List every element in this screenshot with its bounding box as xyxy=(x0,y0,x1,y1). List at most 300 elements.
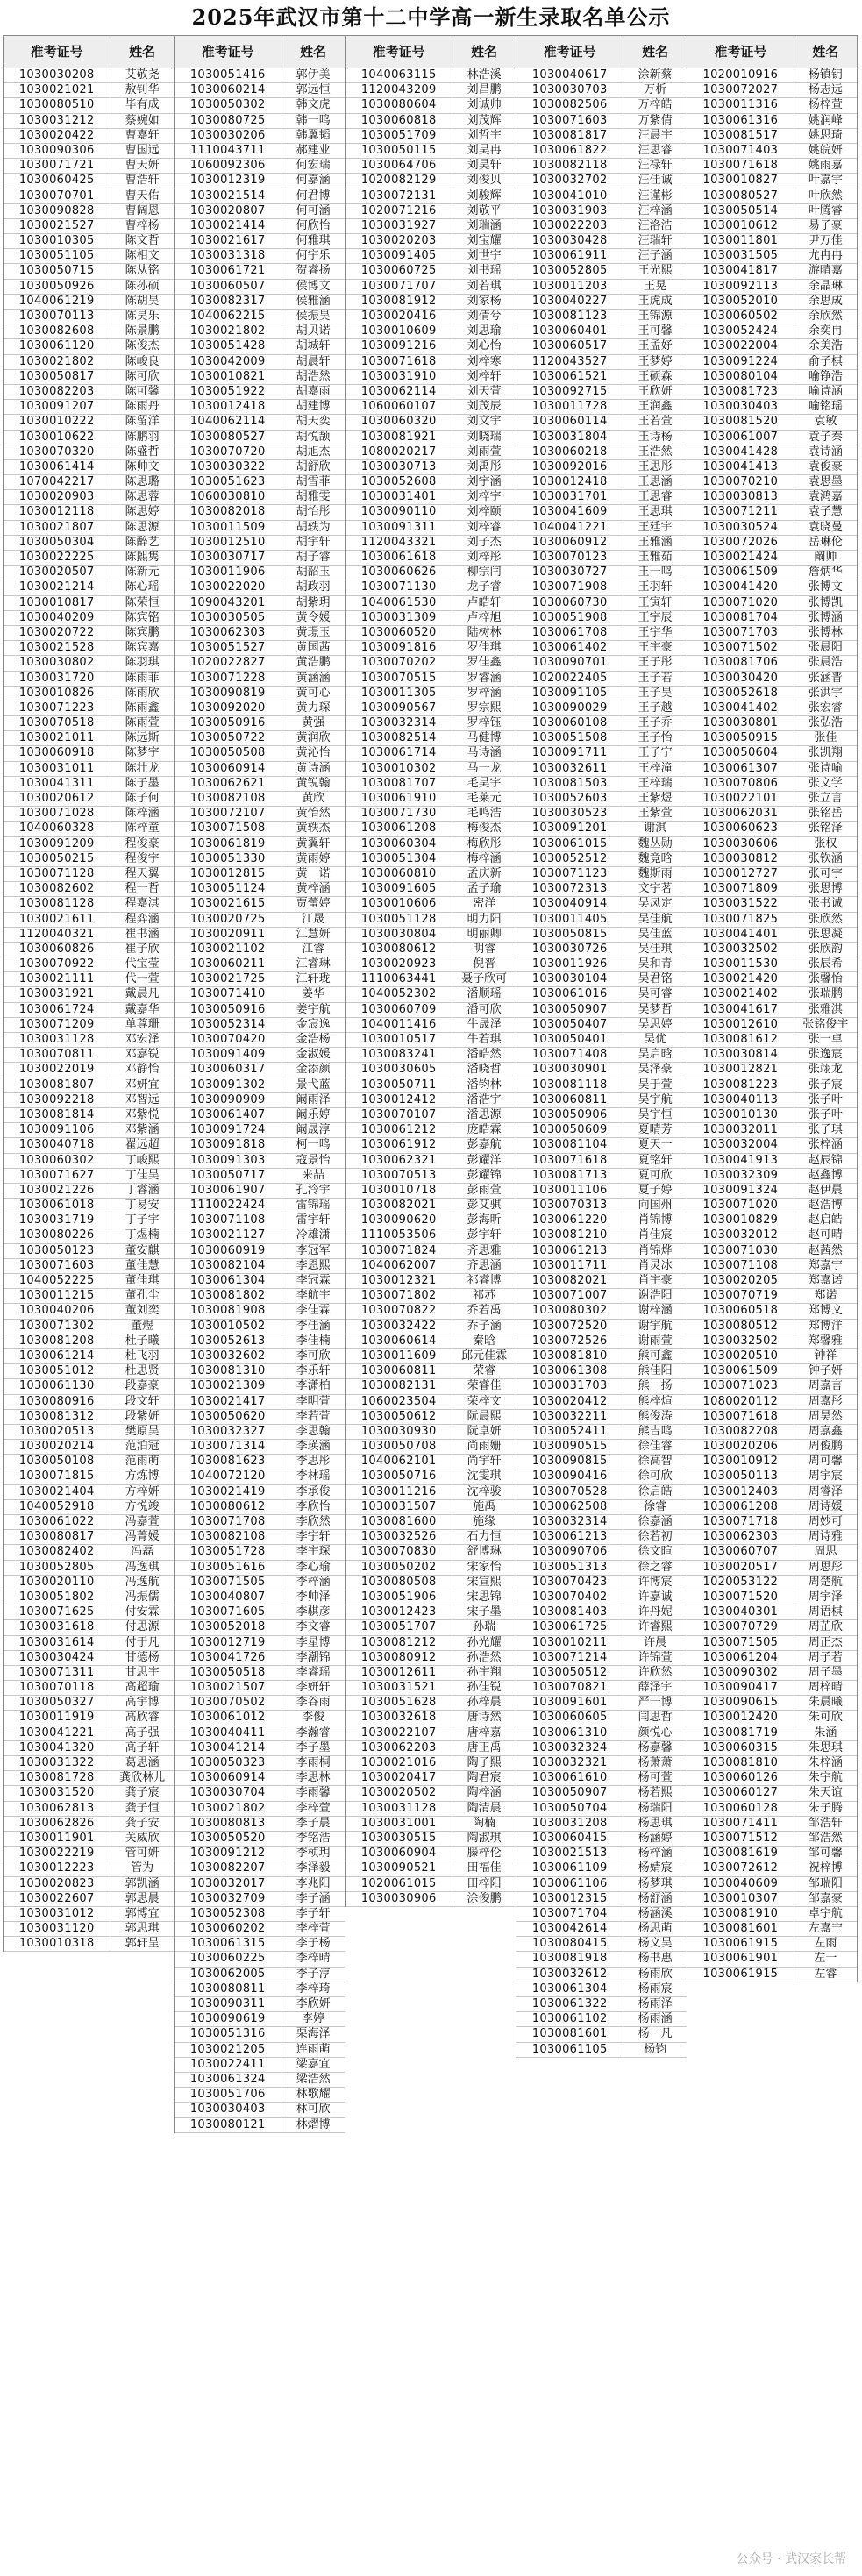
exam-id-cell: 1030050907 xyxy=(516,1003,623,1017)
table-row xyxy=(516,762,687,777)
student-name-cell: 王诗杨 xyxy=(638,430,673,444)
student-name-cell: 杨雨涵 xyxy=(638,2012,673,2026)
table-row xyxy=(687,1379,857,1394)
student-name-cell: 戴晨凡 xyxy=(125,987,160,1001)
exam-id-cell: 1030070210 xyxy=(687,475,794,489)
exam-id-cell: 1030050620 xyxy=(175,1410,281,1424)
table-row xyxy=(346,129,516,144)
student-name-cell: 赵启皓 xyxy=(808,1213,843,1228)
student-name-cell: 李梓涵 xyxy=(296,1575,331,1589)
exam-id-cell: 1030011215 xyxy=(4,1289,110,1303)
student-name-cell: 袁诗涵 xyxy=(808,445,843,459)
exam-id-cell: 1030071802 xyxy=(346,1289,452,1303)
exam-id-cell: 1030010305 xyxy=(4,234,110,248)
table-row xyxy=(516,882,687,897)
exam-id-cell: 1030082131 xyxy=(346,1379,452,1393)
table-row xyxy=(516,626,687,641)
table-row xyxy=(516,1802,687,1817)
student-name-cell: 段紫妍 xyxy=(125,1409,160,1423)
table-row xyxy=(175,2118,345,2133)
table-row xyxy=(4,837,174,852)
student-name-cell: 周睿泽 xyxy=(808,1484,843,1498)
student-name-cell: 黄令媛 xyxy=(296,610,331,624)
exam-id-cell: 1030080302 xyxy=(516,1304,623,1318)
table-row xyxy=(175,1696,345,1711)
table-row xyxy=(346,1590,516,1605)
student-name-cell: 李可欣 xyxy=(296,1348,331,1363)
table-row xyxy=(175,943,345,957)
exam-id-cell: 1030021402 xyxy=(687,987,794,1001)
student-name-cell: 李心瑜 xyxy=(296,1560,331,1574)
table-row xyxy=(687,672,857,687)
student-name-cell: 汪谨彬 xyxy=(638,189,673,203)
exam-id-cell: 1030071704 xyxy=(516,1907,623,1921)
table-row xyxy=(4,280,174,295)
student-name-cell: 张馨怡 xyxy=(808,972,843,986)
exam-id-cell: 1030031012 xyxy=(4,1907,110,1921)
table-row xyxy=(4,445,174,460)
table-row xyxy=(516,792,687,807)
exam-id-cell: 1030091601 xyxy=(516,1696,623,1710)
exam-id-cell: 1030071030 xyxy=(687,1244,794,1258)
exam-id-cell: 1030062826 xyxy=(4,1817,110,1831)
student-name-cell: 朱思琪 xyxy=(808,1740,843,1754)
table-row xyxy=(516,1561,687,1576)
exam-id-cell: 1030091212 xyxy=(175,1847,281,1861)
exam-id-cell: 1030080415 xyxy=(516,1937,623,1951)
exam-id-cell: 1030090416 xyxy=(516,1469,623,1484)
exam-id-cell: 1030022019 xyxy=(4,1063,110,1077)
table-row xyxy=(346,1003,516,1018)
exam-id-cell: 1030050716 xyxy=(346,1469,452,1484)
table-row xyxy=(4,536,174,551)
table-row xyxy=(4,521,174,536)
student-name-cell: 崔书涵 xyxy=(125,927,160,941)
student-name-cell: 李谷雨 xyxy=(296,1696,331,1710)
student-name-cell: 肖锦烨 xyxy=(638,1243,673,1257)
exam-id-cell: 1030082021 xyxy=(516,1274,623,1288)
student-name-cell: 袁俊豪 xyxy=(808,459,843,473)
student-name-cell: 李欣怡 xyxy=(296,1499,331,1513)
table-row xyxy=(346,656,516,671)
student-name-cell: 郭远恒 xyxy=(296,83,331,97)
table-row xyxy=(516,234,687,249)
table-row xyxy=(4,1274,174,1289)
table-row xyxy=(346,521,516,536)
exam-id-cell: 1030050401 xyxy=(516,1033,623,1047)
table-row xyxy=(687,687,857,701)
student-name-cell: 代宝莹 xyxy=(125,957,160,971)
table-row xyxy=(4,1877,174,1892)
table-row xyxy=(175,882,345,897)
table-row xyxy=(687,837,857,852)
table-row xyxy=(687,1093,857,1108)
student-name-cell: 张宏睿 xyxy=(808,701,843,715)
student-name-cell: 李思林 xyxy=(296,1771,331,1785)
table-row xyxy=(4,1469,174,1484)
exam-id-cell: 1030071023 xyxy=(687,1379,794,1393)
table-row xyxy=(175,264,345,279)
exam-id-cell: 1030061304 xyxy=(516,1982,623,1996)
exam-id-cell: 1030010502 xyxy=(175,1320,281,1334)
exam-id-cell: 1040062007 xyxy=(346,1259,452,1273)
student-name-cell: 韩文虎 xyxy=(296,98,331,112)
table-row xyxy=(516,1425,687,1440)
table-row xyxy=(346,415,516,430)
table-row xyxy=(346,580,516,595)
exam-id-cell: 1030050202 xyxy=(346,1561,452,1575)
exam-id-cell: 1030030802 xyxy=(4,656,110,670)
table-row xyxy=(4,987,174,1002)
table-row xyxy=(687,475,857,490)
student-name-cell: 汪梓涵 xyxy=(638,203,673,217)
exam-id-cell: 1030060709 xyxy=(346,1003,452,1017)
table-row xyxy=(687,460,857,475)
exam-id-cell: 1030090828 xyxy=(4,204,110,218)
student-name-cell: 陈昊乐 xyxy=(125,310,160,323)
student-name-cell: 李冠军 xyxy=(296,1243,331,1257)
table-row xyxy=(346,1651,516,1666)
table-row xyxy=(516,957,687,972)
student-name-cell: 宋宣熙 xyxy=(467,1575,502,1589)
table-row xyxy=(687,1199,857,1213)
student-name-cell: 张欣韵 xyxy=(808,942,843,956)
table-row xyxy=(175,219,345,234)
student-name-cell: 李雨馨 xyxy=(296,1786,331,1800)
student-name-cell: 施禹 xyxy=(473,1499,496,1513)
exam-id-cell: 1030081912 xyxy=(346,295,452,309)
exam-id-cell: 1030071603 xyxy=(4,1259,110,1273)
table-row xyxy=(687,1561,857,1576)
student-name-cell: 卓宇航 xyxy=(808,1906,843,1920)
student-name-cell: 叶欣然 xyxy=(808,189,843,203)
student-name-cell: 陶子熙 xyxy=(467,1756,502,1769)
student-name-cell: 杜飞羽 xyxy=(125,1348,160,1363)
student-name-cell: 张博凯 xyxy=(808,595,843,609)
table-row xyxy=(175,280,345,295)
exam-id-cell: 1030032314 xyxy=(346,716,452,730)
exam-id-cell: 1030070729 xyxy=(687,1620,794,1634)
exam-id-cell: 1030070107 xyxy=(346,1108,452,1122)
header-name: 姓名 xyxy=(471,44,498,60)
student-name-cell: 王子彤 xyxy=(638,656,673,670)
exam-id-cell: 1030010829 xyxy=(687,1213,794,1228)
student-name-cell: 罗佳琪 xyxy=(467,641,502,655)
student-name-cell: 孙光耀 xyxy=(467,1635,502,1649)
table-row xyxy=(4,1320,174,1334)
table-row xyxy=(516,1786,687,1801)
table-row xyxy=(175,957,345,972)
exam-id-cell: 1030020725 xyxy=(175,913,281,927)
exam-id-cell: 1020082129 xyxy=(346,174,452,188)
table-row xyxy=(687,882,857,897)
student-name-cell: 陈留洋 xyxy=(125,415,160,429)
exam-id-cell: 1030052608 xyxy=(346,475,452,489)
exam-id-cell: 1030050711 xyxy=(346,1078,452,1092)
student-name-cell: 张欣然 xyxy=(808,912,843,926)
student-name-cell: 李子淳 xyxy=(296,1967,331,1981)
student-name-cell: 俞子棋 xyxy=(808,354,843,368)
exam-id-cell: 1030080912 xyxy=(346,1651,452,1665)
student-name-cell: 姚润峰 xyxy=(808,113,843,127)
table-row xyxy=(516,189,687,204)
student-name-cell: 龚欣林儿 xyxy=(119,1771,166,1785)
table-row xyxy=(4,1003,174,1018)
student-name-cell: 高子轩 xyxy=(125,1740,160,1754)
exam-id-cell: 1030041402 xyxy=(687,701,794,715)
exam-id-cell: 1030051728 xyxy=(175,1545,281,1559)
table-row xyxy=(175,1395,345,1410)
student-name-cell: 梁嘉宜 xyxy=(296,2057,331,2071)
table-row xyxy=(346,1620,516,1635)
student-name-cell: 朱宇航 xyxy=(808,1771,843,1785)
exam-id-cell: 1030040411 xyxy=(175,1726,281,1740)
table-row xyxy=(516,1169,687,1184)
exam-id-cell: 1030070922 xyxy=(4,957,110,971)
student-name-cell: 徐佳睿 xyxy=(638,1440,673,1454)
exam-id-cell: 1030040914 xyxy=(516,897,623,911)
exam-id-cell: 1030081601 xyxy=(516,2027,623,2041)
table-row xyxy=(516,1545,687,1560)
table-row xyxy=(346,1636,516,1651)
student-name-cell: 崔子欣 xyxy=(125,942,160,956)
student-name-cell: 段嘉豪 xyxy=(125,1379,160,1393)
exam-id-cell: 1030020214 xyxy=(4,1440,110,1454)
student-name-cell: 寇景怡 xyxy=(296,1153,331,1167)
student-name-cell: 荣梓文 xyxy=(467,1394,502,1408)
table-row xyxy=(175,1259,345,1274)
table-row xyxy=(687,1711,857,1726)
table-row xyxy=(516,114,687,129)
table-row xyxy=(175,2012,345,2027)
exam-id-cell: 1030061521 xyxy=(516,370,623,384)
exam-id-cell: 1030010307 xyxy=(687,1892,794,1906)
exam-id-cell: 1030051313 xyxy=(516,1561,623,1575)
table-row xyxy=(4,1485,174,1500)
student-name-cell: 吴优 xyxy=(644,1033,667,1046)
exam-id-cell: 1030060108 xyxy=(516,716,623,730)
table-row xyxy=(687,913,857,928)
exam-id-cell: 1030090306 xyxy=(4,144,110,158)
student-name-cell: 王润鑫 xyxy=(638,400,673,414)
student-name-cell: 杨雨宸 xyxy=(638,1982,673,1996)
student-name-cell: 汪佳诚 xyxy=(638,174,673,188)
table-header xyxy=(3,35,174,68)
student-name-cell: 李铭浩 xyxy=(296,1831,331,1845)
exam-id-cell: 1030071302 xyxy=(4,1320,110,1334)
exam-id-cell: 1030071708 xyxy=(175,1515,281,1529)
student-name-cell: 何宇乐 xyxy=(296,249,331,263)
student-name-cell: 胡宇轩 xyxy=(296,535,331,549)
student-name-cell: 唐梓嘉 xyxy=(467,1726,502,1740)
table-row xyxy=(175,1304,345,1319)
exam-id-cell: 1030081503 xyxy=(516,777,623,791)
table-row xyxy=(687,431,857,445)
exam-id-cell: 1030022607 xyxy=(4,1892,110,1906)
exam-id-cell: 1030010609 xyxy=(346,324,452,338)
table-row xyxy=(175,641,345,656)
table-row xyxy=(346,1259,516,1274)
table-row xyxy=(516,1123,687,1138)
student-name-cell: 贺睿扬 xyxy=(296,264,331,278)
student-name-cell: 孙梓晨 xyxy=(467,1696,502,1710)
student-name-cell: 周嘉彤 xyxy=(808,1394,843,1408)
table-row xyxy=(175,505,345,520)
exam-id-cell: 1030011106 xyxy=(516,1184,623,1198)
exam-id-cell: 1030031910 xyxy=(346,370,452,384)
student-name-cell: 胡天奕 xyxy=(296,415,331,429)
student-name-cell: 阮晨熙 xyxy=(467,1409,502,1423)
table-row xyxy=(346,792,516,807)
student-name-cell: 陶梓涵 xyxy=(467,1786,502,1800)
student-name-cell: 陈可欣 xyxy=(125,369,160,383)
exam-id-cell: 1030010912 xyxy=(687,1455,794,1469)
student-name-cell: 张佳 xyxy=(814,731,837,745)
table-row xyxy=(4,355,174,370)
exam-id-cell: 1030021414 xyxy=(175,219,281,233)
table-row xyxy=(346,957,516,972)
table-row xyxy=(4,1018,174,1033)
student-name-cell: 李雨桐 xyxy=(296,1756,331,1769)
student-name-cell: 杨志远 xyxy=(808,83,843,97)
student-name-cell: 付于凡 xyxy=(125,1635,160,1649)
table-row xyxy=(346,928,516,943)
exam-id-cell: 1030021617 xyxy=(175,234,281,248)
exam-id-cell: 1030032309 xyxy=(687,1169,794,1183)
exam-id-cell: 1030022101 xyxy=(687,792,794,806)
exam-id-cell: 1030080612 xyxy=(175,1500,281,1514)
table-row xyxy=(516,551,687,566)
student-name-cell: 胡晨轩 xyxy=(296,354,331,368)
student-name-cell: 刘梓寒 xyxy=(467,354,502,368)
exam-id-cell: 1030020502 xyxy=(346,1786,452,1800)
exam-id-cell: 1030071703 xyxy=(687,626,794,640)
student-name-cell: 景弋蓝 xyxy=(296,1078,331,1092)
table-row xyxy=(4,385,174,400)
student-name-cell: 何君博 xyxy=(296,189,331,203)
student-name-cell: 熊一扬 xyxy=(638,1379,673,1393)
table-row xyxy=(516,1244,687,1259)
table-row xyxy=(516,1711,687,1726)
table-row xyxy=(175,1425,345,1440)
student-name-cell: 左雨 xyxy=(814,1937,837,1951)
table-row xyxy=(687,1425,857,1440)
exam-id-cell: 1030081210 xyxy=(516,1228,623,1242)
exam-id-cell: 1030031921 xyxy=(4,987,110,1001)
student-name-cell: 李子轩 xyxy=(296,1906,331,1920)
exam-id-cell: 1030052603 xyxy=(516,792,623,806)
table-row xyxy=(516,1410,687,1425)
student-name-cell: 黄可心 xyxy=(296,686,331,700)
table-row xyxy=(346,807,516,822)
student-name-cell: 程一哲 xyxy=(125,882,160,896)
student-name-cell: 李子晨 xyxy=(296,1816,331,1830)
table-row xyxy=(346,1605,516,1620)
student-name-cell: 王寅轩 xyxy=(638,595,673,609)
exam-id-cell: 1030041817 xyxy=(687,264,794,278)
student-name-cell: 沈梓骏 xyxy=(467,1484,502,1498)
table-row xyxy=(346,400,516,415)
exam-id-cell: 1030061915 xyxy=(687,1968,794,1982)
exam-id-cell: 1030030814 xyxy=(687,1048,794,1062)
table-row xyxy=(4,792,174,807)
exam-id-cell: 1030081908 xyxy=(175,1304,281,1318)
student-name-cell: 齐思涵 xyxy=(467,1258,502,1272)
exam-id-cell: 1030060623 xyxy=(687,822,794,836)
table-row xyxy=(175,174,345,189)
student-name-cell: 谢淇 xyxy=(644,822,667,836)
exam-id-cell: 1030071108 xyxy=(175,1213,281,1228)
table-row xyxy=(346,431,516,445)
exam-id-cell: 1030032314 xyxy=(516,1515,623,1529)
table-row xyxy=(4,1169,174,1184)
table-row xyxy=(4,1123,174,1138)
exam-id-cell: 1040052918 xyxy=(4,1500,110,1514)
table-header xyxy=(345,35,516,68)
student-name-cell: 彭宇轩 xyxy=(467,1228,502,1242)
exam-id-cell: 1030090029 xyxy=(516,701,623,715)
exam-id-cell: 1030091207 xyxy=(4,400,110,414)
student-name-cell: 刘昌鹏 xyxy=(467,83,502,97)
student-name-cell: 王锦源 xyxy=(638,310,673,323)
exam-id-cell: 1030062203 xyxy=(346,1741,452,1755)
exam-id-cell: 1030020206 xyxy=(687,1440,794,1454)
table-row xyxy=(516,1847,687,1861)
exam-id-cell: 1030061322 xyxy=(516,1997,623,2011)
student-name-cell: 王虎成 xyxy=(638,294,673,308)
exam-id-cell: 1030050108 xyxy=(4,1455,110,1469)
student-name-cell: 彭艾骐 xyxy=(467,1199,502,1213)
student-name-cell: 滕梓伦 xyxy=(467,1847,502,1861)
table-row xyxy=(687,1108,857,1123)
exam-id-cell: 1030060730 xyxy=(516,596,623,610)
exam-id-cell: 1030081921 xyxy=(346,431,452,445)
table-row xyxy=(175,460,345,475)
table-row xyxy=(516,596,687,611)
student-name-cell: 龚子宸 xyxy=(125,1786,160,1800)
table-row xyxy=(4,656,174,671)
table-row xyxy=(516,746,687,761)
exam-id-cell: 1030020422 xyxy=(4,129,110,143)
table-row xyxy=(4,219,174,234)
student-name-cell: 叶嘉宇 xyxy=(808,174,843,188)
table-header xyxy=(174,35,345,68)
exam-id-cell: 1030061407 xyxy=(175,1108,281,1122)
table-row xyxy=(175,1636,345,1651)
table-row xyxy=(175,656,345,671)
student-name-cell: 黄欣 xyxy=(302,792,325,805)
table-row xyxy=(4,731,174,746)
table-row xyxy=(175,1666,345,1681)
student-name-cell: 陈子何 xyxy=(125,792,160,805)
table-row xyxy=(516,280,687,295)
student-name-cell: 王宇辰 xyxy=(638,610,673,624)
table-column-1 xyxy=(3,35,174,2133)
table-row xyxy=(687,1681,857,1696)
table-row xyxy=(175,98,345,113)
table-row xyxy=(346,1228,516,1243)
exam-id-cell: 1030022020 xyxy=(175,580,281,594)
table-row xyxy=(687,701,857,716)
table-row xyxy=(687,641,857,656)
table-row xyxy=(346,1108,516,1123)
table-row xyxy=(175,987,345,1002)
exam-id-cell: 1030090819 xyxy=(175,687,281,701)
exam-id-cell: 1030020722 xyxy=(4,626,110,640)
student-name-cell: 马一龙 xyxy=(467,761,502,775)
exam-id-cell: 1030010130 xyxy=(687,1108,794,1122)
table-row xyxy=(4,1605,174,1620)
